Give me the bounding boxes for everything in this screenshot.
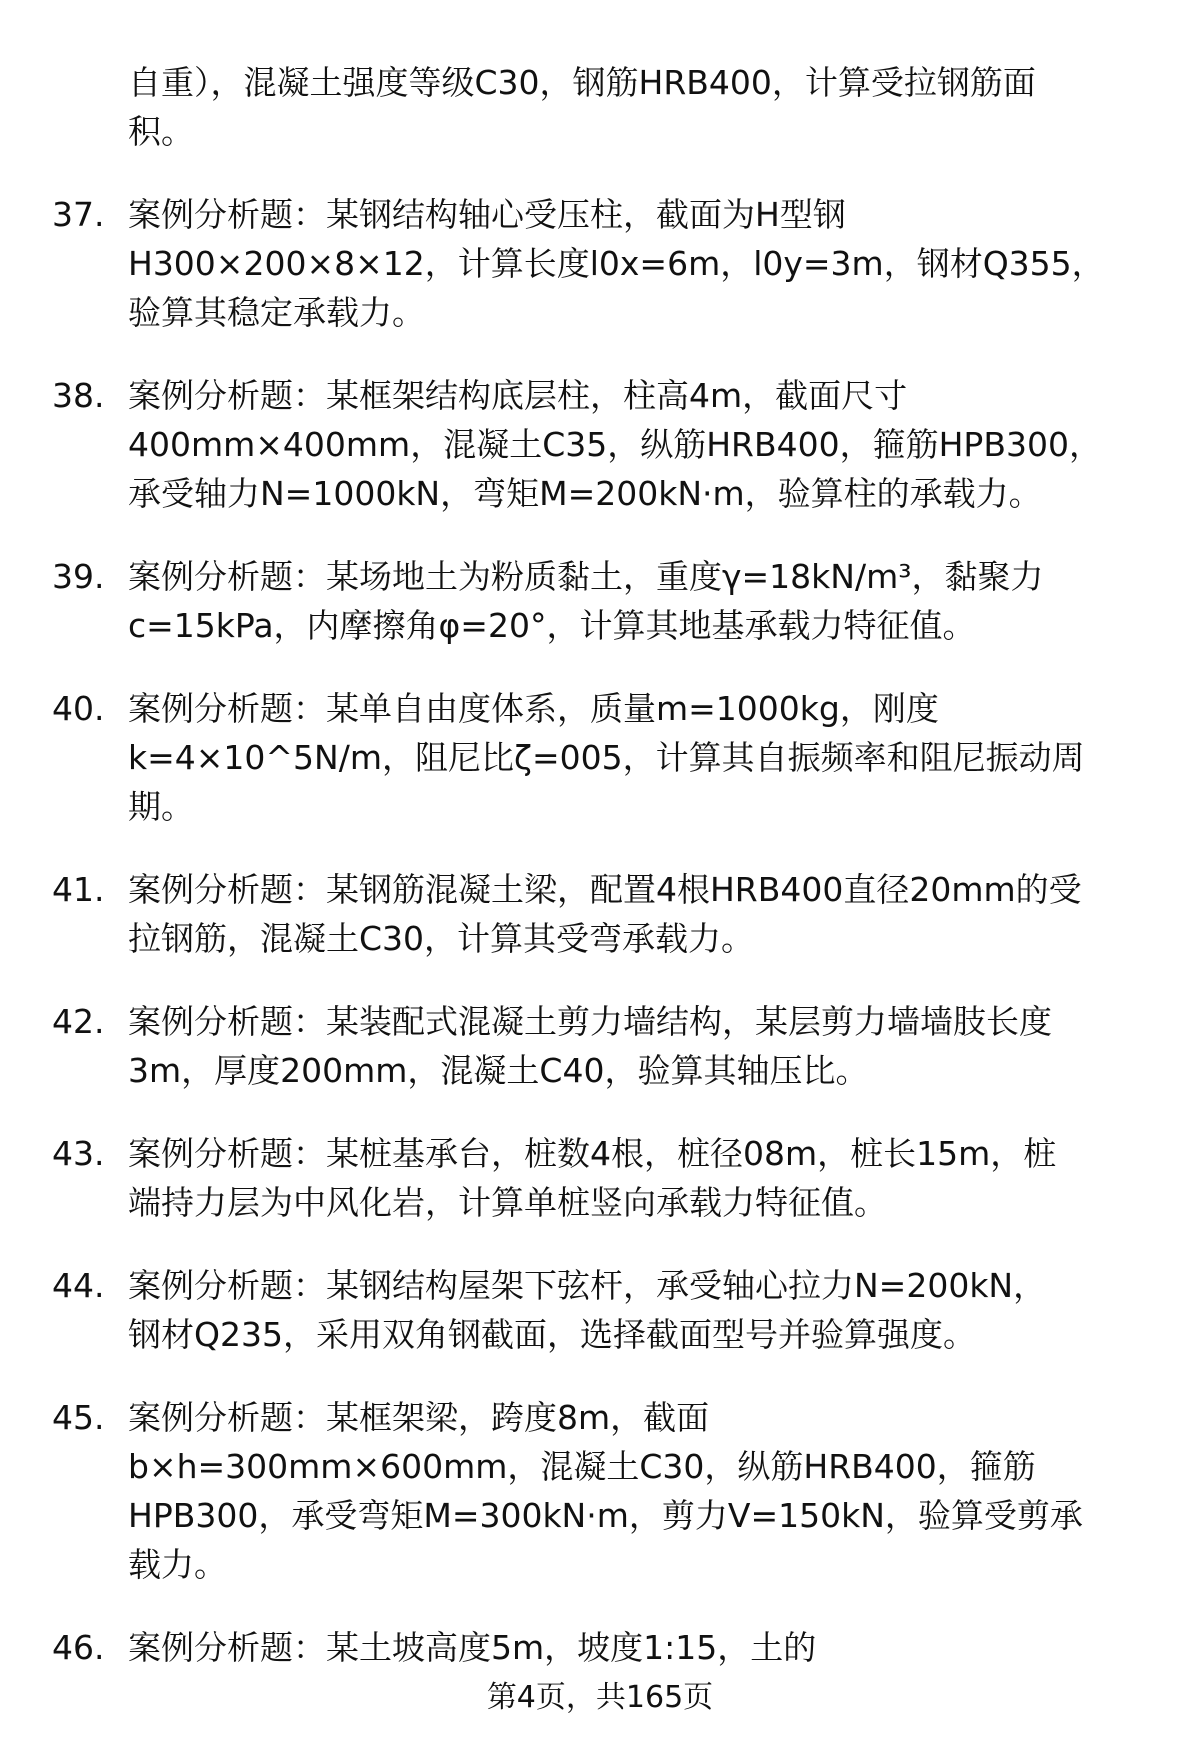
question-text-line: 钢材Q235，采用双角钢截面，选择截面型号并验算强度。 — [128, 1315, 976, 1354]
question-text-line: 承受轴力N=1000kN，弯矩M=200kN·m，验算柱的承载力。 — [128, 474, 1042, 513]
question-number: 39. — [52, 557, 105, 596]
question-number: 46. — [52, 1628, 105, 1667]
question-number: 43. — [52, 1134, 105, 1173]
question-text-line: 案例分析题：某框架梁，跨度8m，截面 — [128, 1398, 710, 1437]
question-number: 38. — [52, 376, 105, 415]
question-text-line: 案例分析题：某钢筋混凝土梁，配置4根HRB400直径20mm的受 — [128, 870, 1082, 909]
question-number: 44. — [52, 1266, 105, 1305]
question-item — [0, 865, 1200, 963]
question-item — [0, 997, 1200, 1095]
question-item — [0, 190, 1200, 337]
question-item — [0, 58, 1200, 156]
question-text-line: 案例分析题：某土坡高度5m，坡度1:15，土的 — [128, 1628, 817, 1667]
question-text-line: 期。 — [128, 787, 194, 826]
question-text-line: 案例分析题：某装配式混凝土剪力墙结构，某层剪力墙墙肢长度 — [128, 1002, 1052, 1041]
question-text-line: HPB300，承受弯矩M=300kN·m，剪力V=150kN，验算受剪承 — [128, 1496, 1083, 1535]
question-text-line: 案例分析题：某桩基承台，桩数4根，桩径08m，桩长15m，桩 — [128, 1134, 1057, 1173]
question-text-line: b×h=300mm×600mm，混凝土C30，纵筋HRB400，箍筋 — [128, 1447, 1036, 1486]
question-item — [0, 1393, 1200, 1589]
question-text-line: H300×200×8×12，计算长度l0x=6m，l0y=3m，钢材Q355， — [128, 244, 1105, 283]
question-text-line: 400mm×400mm，混凝土C35，纵筋HRB400，箍筋HPB300， — [128, 425, 1102, 464]
question-text-line: 案例分析题：某单自由度体系，质量m=1000kg，刚度 — [128, 689, 939, 728]
question-text-line: 案例分析题：某钢结构屋架下弦杆，承受轴心拉力N=200kN， — [128, 1266, 1047, 1305]
question-text-line: 案例分析题：某框架结构底层柱，柱高4m，截面尺寸 — [128, 376, 908, 415]
question-text-line: k=4×10^5N/m，阻尼比ζ=005，计算其自振频率和阻尼振动周 — [128, 738, 1085, 777]
question-number: 45. — [52, 1398, 105, 1437]
question-text-line: 3m，厚度200mm，混凝土C40，验算其轴压比。 — [128, 1051, 869, 1090]
question-list — [0, 58, 1200, 1706]
page-number: 第4页，共165页 — [486, 1680, 714, 1715]
question-item — [0, 552, 1200, 650]
question-number: 42. — [52, 1002, 105, 1041]
question-text-line: 端持力层为中风化岩，计算单桩竖向承载力特征值。 — [128, 1183, 887, 1222]
question-text-line: 自重），混凝土强度等级C30，钢筋HRB400，计算受拉钢筋面 — [128, 63, 1036, 102]
question-text-line: c=15kPa，内摩擦角φ=20°，计算其地基承载力特征值。 — [128, 606, 976, 645]
question-number: 40. — [52, 689, 105, 728]
question-item — [0, 1129, 1200, 1227]
question-text-line: 案例分析题：某钢结构轴心受压柱，截面为H型钢 — [128, 195, 846, 234]
question-item — [0, 371, 1200, 518]
question-number: 37. — [52, 195, 105, 234]
question-number: 41. — [52, 870, 105, 909]
question-text-line: 拉钢筋，混凝土C30，计算其受弯承载力。 — [128, 919, 755, 958]
question-item — [0, 1623, 1200, 1672]
question-item — [0, 684, 1200, 831]
question-text-line: 载力。 — [128, 1545, 227, 1584]
question-item — [0, 1261, 1200, 1359]
question-text-line: 案例分析题：某场地土为粉质黏土，重度γ=18kN/m³，黏聚力 — [128, 557, 1044, 596]
question-text-line: 验算其稳定承载力。 — [128, 293, 425, 332]
question-text-line: 积。 — [128, 112, 194, 151]
